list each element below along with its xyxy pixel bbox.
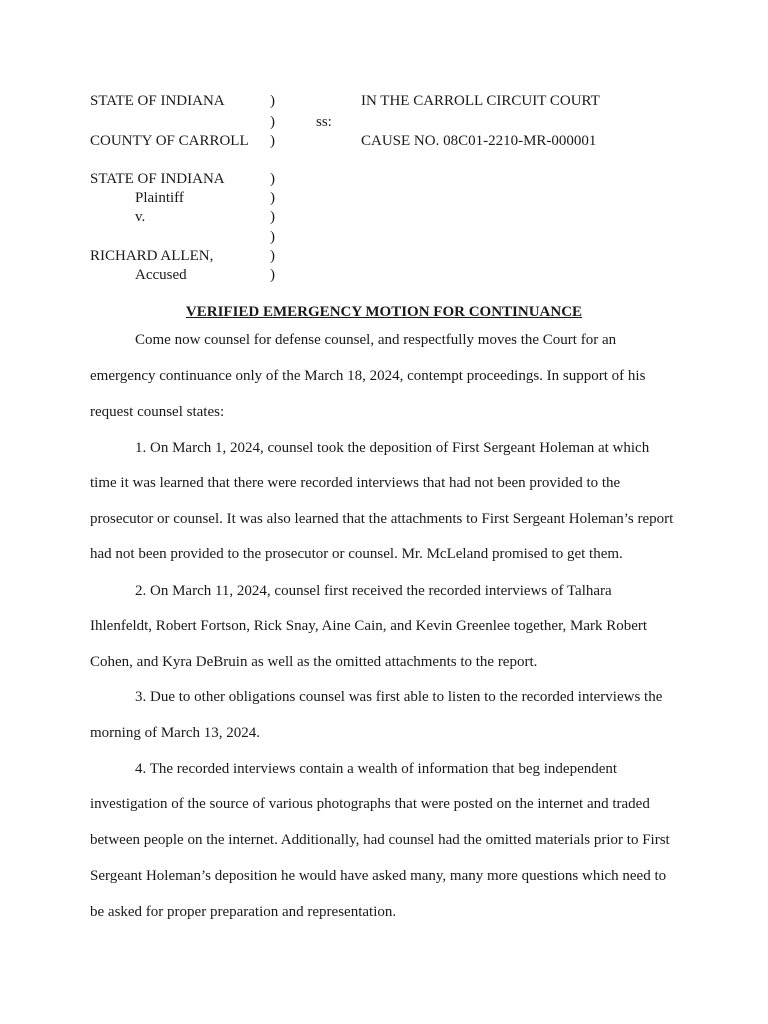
body-line: prosecutor or counsel. It was also learned that the attachments to First Sergeant Holeman’s report: [90, 511, 674, 527]
body-line: request counsel states:: [90, 404, 225, 420]
caption-ss: ss:: [316, 114, 332, 130]
cause-number: CAUSE NO. 08C01-2210-MR-000001: [361, 133, 597, 149]
body-line: 4. The recorded interviews contain a wealth of information that beg independent: [135, 761, 618, 777]
body-line: Ihlenfeldt, Robert Fortson, Rick Snay, Aine Cain, and Kevin Greenlee together, Mark Robert: [90, 618, 648, 634]
caption-state: STATE OF INDIANA: [90, 93, 225, 109]
caption-paren: ): [270, 229, 275, 245]
caption-paren: ): [270, 209, 275, 225]
caption-paren: ): [270, 93, 275, 109]
caption-paren: ): [270, 267, 275, 283]
caption-paren: ): [270, 114, 275, 130]
body-line: Sergeant Holeman’s deposition he would have asked many, many more questions which need to: [90, 868, 667, 884]
caption-paren: ): [270, 133, 275, 149]
body-line: investigation of the source of various photographs that were posted on the internet and traded: [90, 796, 650, 812]
body-line: Come now counsel for defense counsel, and respectfully moves the Court for an: [135, 332, 617, 348]
defendant-role: Accused: [135, 267, 187, 283]
body-line: 1. On March 1, 2024, counsel took the deposition of First Sergeant Holeman at which: [135, 440, 650, 456]
body-line: Cohen, and Kyra DeBruin as well as the omitted attachments to the report.: [90, 654, 538, 670]
body-line: time it was learned that there were recorded interviews that had not been provided to the: [90, 475, 621, 491]
motion-title: VERIFIED EMERGENCY MOTION FOR CONTINUANCE: [185, 304, 583, 320]
body-line: morning of March 13, 2024.: [90, 725, 260, 741]
versus: v.: [135, 209, 146, 225]
body-line: 2. On March 11, 2024, counsel first received the recorded interviews of Talhara: [135, 583, 612, 599]
body-line: emergency continuance only of the March 18, 2024, contempt proceedings. In support of his: [90, 368, 646, 384]
court-name: IN THE CARROLL CIRCUIT COURT: [361, 93, 600, 109]
body-line: be asked for proper preparation and representation.: [90, 904, 397, 920]
body-line: between people on the internet. Additionally, had counsel had the omitted materials prior to First: [90, 832, 670, 848]
caption-paren: ): [270, 190, 275, 206]
plaintiff-name: STATE OF INDIANA: [90, 171, 225, 187]
body-line: 3. Due to other obligations counsel was first able to listen to the recorded interviews the: [135, 689, 663, 705]
body-line: had not been provided to the prosecutor or counsel. Mr. McLeland promised to get them.: [90, 546, 623, 562]
caption-paren: ): [270, 248, 275, 264]
defendant-name: RICHARD ALLEN,: [90, 248, 214, 264]
caption-county: COUNTY OF CARROLL: [90, 133, 249, 149]
plaintiff-role: Plaintiff: [135, 190, 184, 206]
caption-paren: ): [270, 171, 275, 187]
